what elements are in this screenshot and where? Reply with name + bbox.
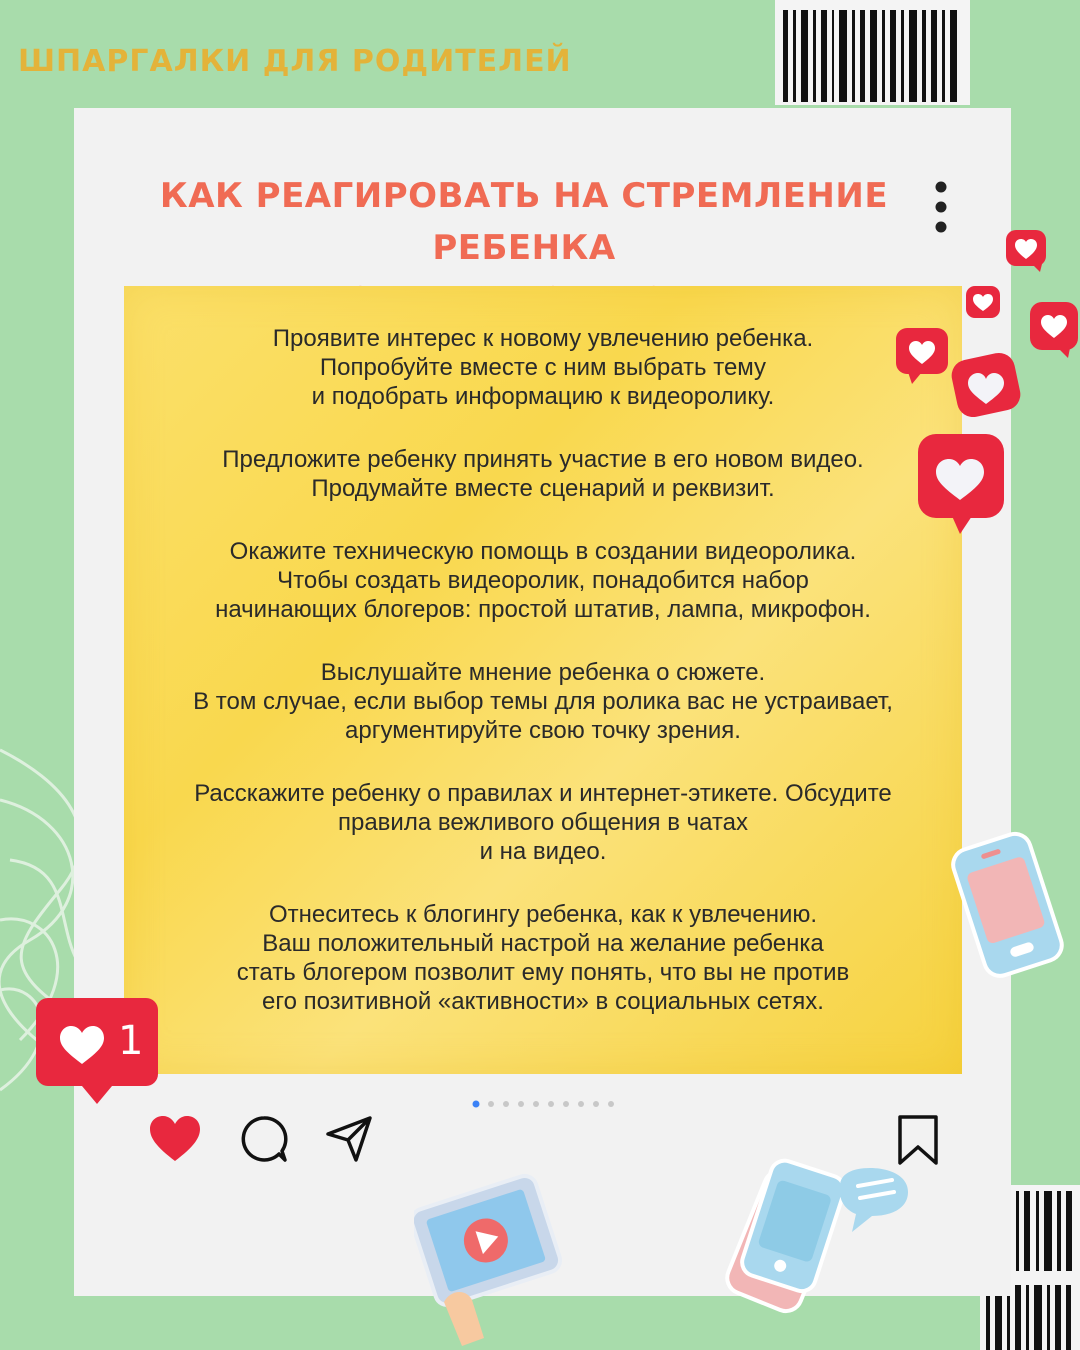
send-icon[interactable]: [324, 1114, 374, 1164]
heart-icon[interactable]: [148, 1114, 202, 1164]
heart-reaction-icon: [948, 350, 1026, 428]
like-notification-badge: [36, 998, 160, 1108]
chat-phones-illustration: [712, 1156, 912, 1320]
carousel-pager[interactable]: [470, 1098, 620, 1110]
tips-list: [124, 324, 962, 1050]
tip-2: Предложите ребенку принять участие в его новом видео. Продумайте вместе сценарий и реквизит.: [222, 446, 864, 502]
tablet-video-illustration: [414, 1170, 564, 1350]
post-card: [74, 108, 1011, 1296]
tip-3: Окажите техническую помощь в создании видеоролика. Чтобы создать видеоролик, понадобится набор начинающих блогеров: простой штатив, лампа, микрофон.: [215, 538, 871, 623]
heart-reaction-icon: [894, 326, 950, 386]
heart-reaction-icon: [1004, 228, 1050, 274]
series-label: ШПАРГАЛКИ ДЛЯ РОДИТЕЛЕЙ: [18, 44, 572, 79]
heart-reaction-icon: [916, 432, 1008, 536]
tip-4: Выслушайте мнение ребенка о сюжете. В том случае, если выбор темы для ролика вас не устраивает, аргументируйте свою точку зрения.: [193, 659, 893, 744]
heart-reaction-icon: [1028, 300, 1080, 360]
heart-reaction-icon: [964, 284, 1004, 324]
tip-1: Проявите интерес к новому увлечению ребенка. Попробуйте вместе с ним выбрать тему и подобрать информацию к видеоролику.: [272, 325, 814, 410]
tip-6: Отнеситесь к блогингу ребенка, как к увлечению. Ваш положительный настрой на желание ребенка стать блогером позволит ему понять, что вы не против его позитивной «активности» в социальных сетях.: [236, 901, 850, 1015]
comment-icon[interactable]: [239, 1114, 289, 1164]
smartphone-illustration: [945, 828, 1075, 978]
more-vertical-icon[interactable]: [934, 180, 948, 240]
like-count: 1: [118, 1018, 144, 1064]
tips-note: [124, 286, 962, 1074]
tip-5: Расскажите ребенку о правилах и интернет-этикете. Обсудите правила вежливого общения в чатах и на видео.: [194, 780, 892, 865]
barcode-decoration: [775, 0, 970, 105]
post-title-line-1: КАК РЕАГИРОВАТЬ НА СТРЕМЛЕНИЕ РЕБЕНКА: [159, 176, 889, 268]
